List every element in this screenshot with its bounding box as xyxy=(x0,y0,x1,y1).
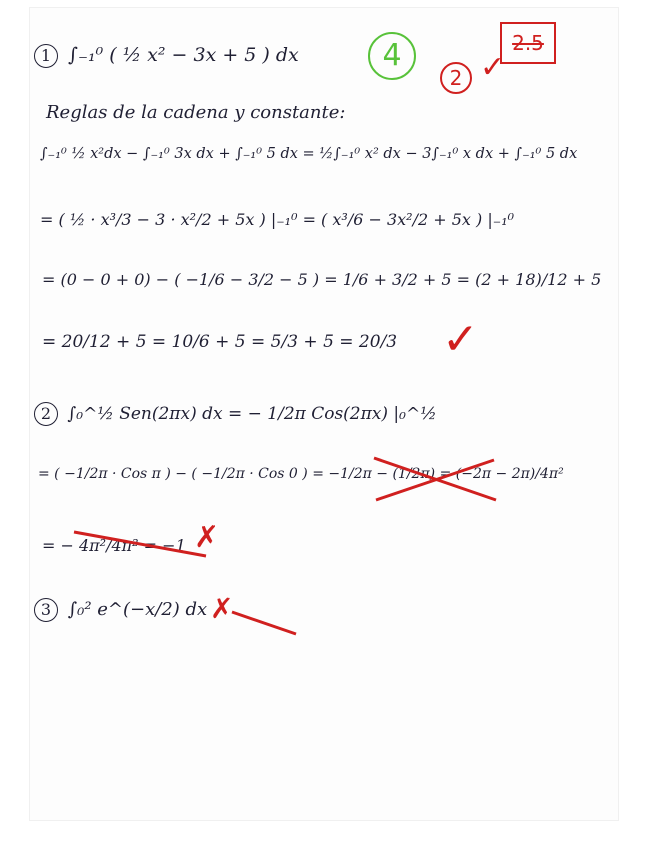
problem-2-step-2: = − 4π²/4π² = −1 xyxy=(42,536,186,555)
score-box xyxy=(500,22,556,64)
problem-1-step-4: = 20/12 + 5 = 10/6 + 5 = 5/3 + 5 = 20/3 xyxy=(42,332,398,352)
problem-3-number: 3 xyxy=(34,598,58,622)
problem-3-statement xyxy=(34,598,207,622)
grade-circle xyxy=(368,32,416,80)
score-circle xyxy=(440,62,472,94)
score-circle-number: 2 xyxy=(449,66,463,90)
problem-2-x-icon xyxy=(194,520,219,555)
problem-2-number: 2 xyxy=(34,402,58,426)
problem-3-underline xyxy=(230,608,300,638)
problem-1-step-3: = (0 − 0 + 0) − ( −1/6 − 3/2 − 5 ) = 1/6 + 3/2 + 5 = (2 + 18)/12 + 5 xyxy=(42,270,602,289)
problem-1-step-2: = ( ½ · x³/3 − 3 · x²/2 + 5x ) |₋₁⁰ = ( x³/6 − 3x²/2 + 5x ) |₋₁⁰ xyxy=(40,210,515,229)
problem-2-mark: ✗ xyxy=(194,520,220,555)
problem-1-method: Reglas de la cadena y constante: xyxy=(46,102,346,123)
problem-2-strike xyxy=(370,454,500,504)
strike-cross-icon xyxy=(370,454,500,504)
problem-3-mark: ✗ xyxy=(210,592,234,625)
problem-2-step-1: = ( −1/2π · Cos π ) − ( −1/2π · Cos 0 ) = −1/2π − (1/2π) = (−2π − 2π)/4π² xyxy=(38,466,564,482)
paper-sheet xyxy=(30,8,618,820)
problem-1-statement xyxy=(34,44,299,68)
corner-tick: ✓ xyxy=(480,50,506,85)
score-box-text: 2.5 xyxy=(512,31,544,55)
problem-1-number: 1 xyxy=(34,44,58,68)
grade-value: 4 xyxy=(382,38,402,73)
problem-2-integral: ∫₀^½ Sen(2πx) dx = − 1/2π Cos(2πx) |₀^½ xyxy=(67,404,437,424)
problem-1-integral: ∫₋₁⁰ ( ½ x² − 3x + 5 ) dx xyxy=(68,44,299,66)
problem-1-step-1: ∫₋₁⁰ ½ x²dx − ∫₋₁⁰ 3x dx + ∫₋₁⁰ 5 dx = ½∫₋₁⁰ x² dx − 3∫₋₁⁰ x dx + ∫₋₁⁰ 5 dx xyxy=(40,146,578,162)
problem-1-check-icon xyxy=(442,314,479,365)
problem-2-strike-2 xyxy=(70,524,210,564)
problem-3-integral: ∫₀² e^(−x/2) dx xyxy=(67,599,208,620)
problem-2-statement xyxy=(34,402,437,426)
red-stroke-icon xyxy=(230,608,300,638)
strike-line-icon xyxy=(70,524,210,564)
problem-1-mark: ✓ xyxy=(442,314,479,365)
